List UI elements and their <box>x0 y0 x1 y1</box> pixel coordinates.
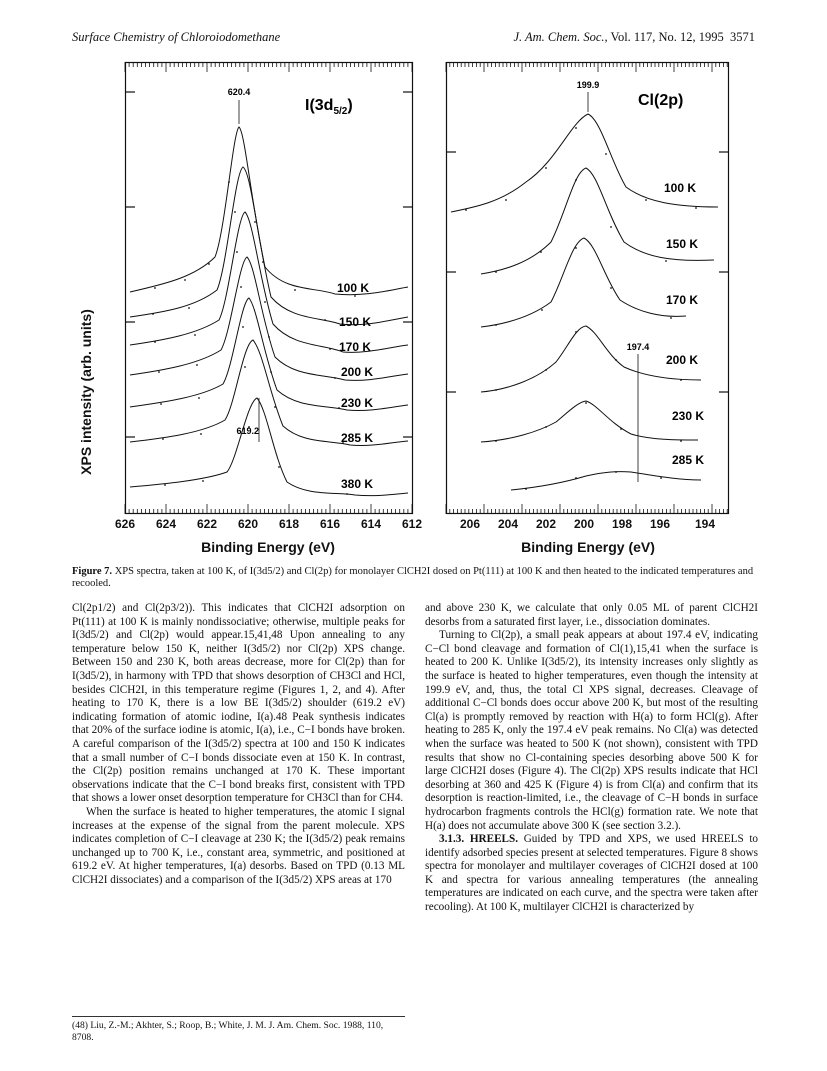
xps-chlorine-panel <box>446 62 729 514</box>
xps-iodine-panel <box>125 62 413 514</box>
running-header-title: Surface Chemistry of Chloroiodomethane <box>72 30 281 44</box>
trace-label: 230 K <box>341 396 374 410</box>
peak-label-low: 197.4 <box>626 342 650 352</box>
trace-170k <box>481 238 686 327</box>
running-header-citation <box>513 30 755 45</box>
trace-label: 285 K <box>341 431 374 445</box>
y-axis-label: XPS intensity (arb. units) <box>78 309 94 475</box>
trace-100k <box>451 114 718 212</box>
trace-label: 150 K <box>666 237 699 251</box>
trace-100k <box>130 127 408 295</box>
panel-title-subscript: 5/2 <box>333 106 348 117</box>
peak-label-top: 199.9 <box>576 80 600 90</box>
trace-label: 230 K <box>672 409 705 423</box>
x-tick-label: 196 <box>649 517 671 531</box>
paragraph: and above 230 K, we calculate that only 0.05 ML of parent ClCH2I desorbs from a saturated first layer, i.e., dissociation dominates. <box>425 602 758 628</box>
journal-details: Vol. 117, No. 12, 1995 <box>610 30 724 44</box>
x-tick-label: 618 <box>278 517 300 531</box>
x-tick-label: 194 <box>694 517 716 531</box>
section-heading: 3.1.3. HREELS. <box>439 833 519 846</box>
x-tick-label: 622 <box>196 517 218 531</box>
x-tick-label: 204 <box>497 517 519 531</box>
paragraph: When the surface is heated to higher temperatures, the atomic I signal increases at the expense of the signal from the parent molecule. XPS indicates completion of C−I cleavage at 230 K; the I(3d5/2) peak remains unchanged up to 700 K, i.e., constant area, symmetric, and positioned at 619.2 eV. At higher temperatures, I(a) desorbs. Based on TPD (0.13 ML ClCH2I dissociates) and a comparison of the I(3d5/2) XPS areas at 170 <box>72 805 405 886</box>
figure-caption <box>72 566 756 590</box>
x-tick-label: 626 <box>114 517 136 531</box>
trace-labels <box>664 181 704 467</box>
x-tick-label: 614 <box>360 517 382 531</box>
section-text: Guided by TPD and XPS, we used HREELS to identify adsorbed species present at selected temperatures. Figure 8 shows spectra for monolayer and multilayer coverages of ClCH2I dosed at 100 K and spectra for various annealing temperatures (the annealing temperatures are indicated on each curve, and the spectra were taken after recooling). At 100 K, multilayer ClCH2I is characterized by <box>425 833 759 914</box>
journal-name: J. Am. Chem. Soc., <box>513 30 608 44</box>
panel-title-iodine <box>305 97 353 117</box>
x-tick-label: 620 <box>237 517 259 531</box>
data-points <box>152 181 356 495</box>
caption-text: XPS spectra, taken at 100 K, of I(3d5/2) and Cl(2p) for monolayer ClCH2I dosed on Pt(111) at 100 K and then heated to the indicated temperatures and recooled. <box>72 566 754 589</box>
x-tick-label: 200 <box>573 517 595 531</box>
trace-150k <box>130 167 408 325</box>
trace-230k <box>481 401 698 442</box>
peak-label-top: 620.4 <box>227 87 251 97</box>
trace-label: 150 K <box>339 315 372 329</box>
data-points <box>465 127 697 490</box>
trace-label: 200 K <box>666 353 699 367</box>
x-tick-label: 624 <box>155 517 177 531</box>
caption-label: Figure 7. <box>72 566 113 577</box>
trace-label: 200 K <box>341 365 374 379</box>
footnote: (48) Liu, Z.-M.; Akhter, S.; Roop, B.; White, J. M. J. Am. Chem. Soc. 1988, 110, 8708. <box>72 1016 405 1043</box>
body-column-right <box>425 602 758 915</box>
trace-label: 100 K <box>664 181 697 195</box>
x-tick-label: 612 <box>401 517 423 531</box>
trace-label: 100 K <box>337 281 370 295</box>
x-axis-title-right: Binding Energy (eV) <box>521 539 655 555</box>
x-axis-ticks <box>446 62 727 514</box>
panel-title-close: ) <box>347 97 353 114</box>
x-tick-label: 206 <box>459 517 481 531</box>
trace-label: 170 K <box>339 340 372 354</box>
x-tick-label: 616 <box>319 517 341 531</box>
trace-label: 285 K <box>672 453 705 467</box>
page-number: 3571 <box>730 30 755 44</box>
body-column-left <box>72 602 405 887</box>
x-tick-label: 198 <box>611 517 633 531</box>
paragraph: Cl(2p1/2) and Cl(2p3/2)). This indicates that ClCH2I adsorption on Pt(111) at 100 K is mainly nondissociative; otherwise, multiple peaks for I(3d5/2) and Cl(2p) would appear.15,41,48 Upon annealing to any temperature below 150 K, neither I(3d5/2) nor Cl(2p) XPS change. Between 150 and 230 K, both areas decrease, more for Cl(2p) than for I(3d5/2), in harmony with TPD that shows desorption of CH3Cl and HCl, besides ClCH2I, in this temperature regime (Figures 1, 2, and 4). After heating to 170 K, there is a low BE I(3d5/2) shoulder (619.2 eV) indicating formation of atomic iodine, I(a).48 Peak synthesis indicates that 20% of the surface iodine is atomic, I(a), i.e., C−I bonds have broken. A careful comparison of the I(3d5/2) spectra at 100 and 150 K indicates that a small number of C−I bonds dissociate even at 150 K. In contrast, the Cl(2p) position remains unchanged at 170 K. These important observations indicate that the C−I bond breaks first, consistent with TPD that shows a lower onset desorption temperature for CH3Cl than for CH4. <box>72 602 405 805</box>
trace-label: 380 K <box>341 477 374 491</box>
trace-labels <box>337 281 373 491</box>
peak-label-low: 619.2 <box>236 426 259 436</box>
trace-285k <box>511 472 701 490</box>
panel-title-chlorine: Cl(2p) <box>638 92 684 109</box>
trace-label: 170 K <box>666 293 699 307</box>
x-axis-title-left: Binding Energy (eV) <box>201 539 335 555</box>
x-tick-label: 202 <box>535 517 557 531</box>
paragraph: Turning to Cl(2p), a small peak appears at about 197.4 eV, indicating C−Cl bond cleavage and formation of Cl(1),15,41 when the surface is heated to 200 K. Unlike I(3d5/2), its intensity increases only slightly as the surface is heated to higher temperatures, even though the intensity at 199.9 eV, and, thus, the total Cl XPS signal, decreases. Cleavage of additional C−Cl bonds does occur above 200 K, but most of the resulting Cl(a) is promptly removed by reaction with H(a) to form HCl(g). After heating to 285 K, only the 197.4 eV peak remains. No Cl(a) was detected when the surface was heated to 500 K (not shown), consistent with TPD results that show no Cl-containing species desorbing above 500 K for large ClCH2I doses (Figure 4). The Cl(2p) XPS results indicate that HCl desorbing at 360 and 425 K (Figure 4) is from Cl(a) and confirm that its desorption is reaction-limited, i.e., the cleavage of C−H bonds in surface hydrocarbon fragments controls the HCl(g) formation rate. We note that H(a) does not accumulate above 300 K (see section 3.2.). <box>425 629 758 832</box>
plot-frame <box>447 63 729 514</box>
panel-title-main: I(3d <box>305 97 334 114</box>
paragraph-section <box>425 833 758 915</box>
